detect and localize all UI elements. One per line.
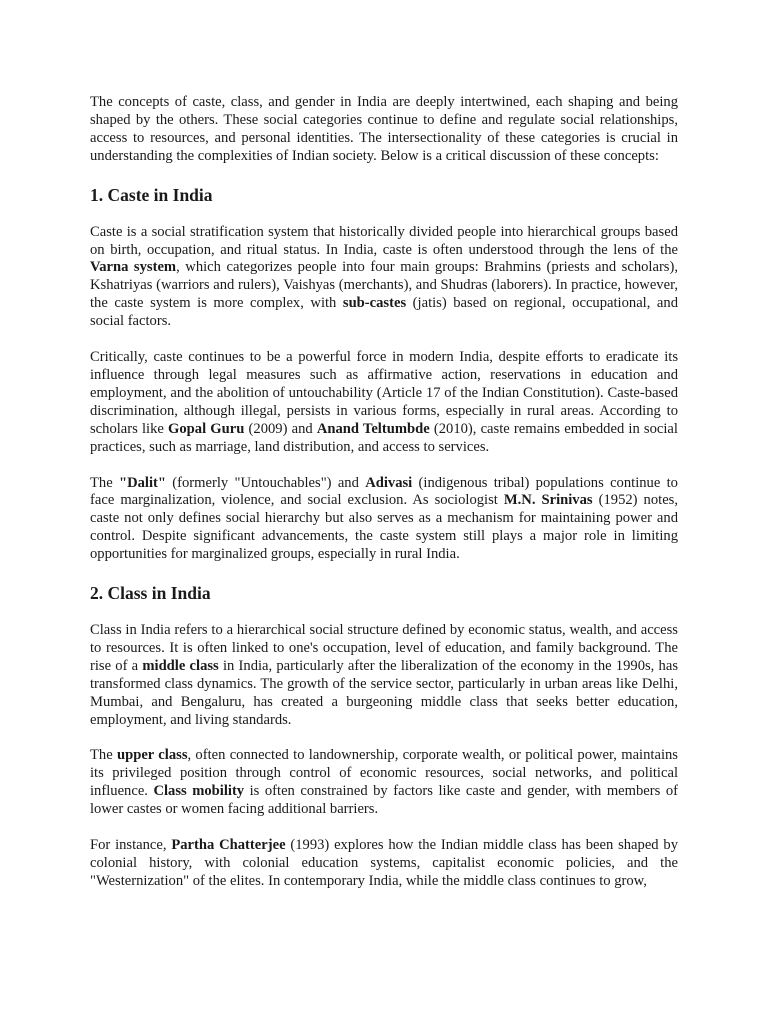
term-sub-castes: sub-castes: [342, 295, 407, 312]
name-mn-srinivas: M.N. Srinivas: [503, 492, 593, 509]
class-paragraph-3: For instance, Partha Chatterjee (1993) explores how the Indian middle class has been shaped by colonial history, with colonial education systems, capitalist economic policies, and the "Westernization" of the elites. In contemporary India, while the middle class continues to grow,: [90, 837, 678, 889]
name-partha-chatterjee: Partha Chatterjee: [171, 837, 286, 854]
term-dalit: "Dalit": [118, 474, 166, 491]
caste-paragraph-3: The "Dalit" (formerly "Untouchables") and Adivasi (indigenous tribal) populations continue to face marginalization, violence, and social exclusion. As sociologist M.N. Srinivas (1952) notes, caste not only defines social hierarchy but also serves as a mechanism for maintaining power and control. Despite significant advancements, the caste system still plays a major role in limiting opportunities for marginalized groups, especially in rural India.: [90, 474, 678, 563]
caste-paragraph-2: Critically, caste continues to be a powerful force in modern India, despite efforts to eradicate its influence through legal measures such as affirmative action, reservations in education and employment, and the abolition of untouchability (Article 17 of the Indian Constitution). Caste-based discrimination, although illegal, persists in various forms, especially in rural areas. According to scholars like Gopal Guru (2009) and Anand Teltumbde (2010), caste remains embedded in social practices, such as marriage, land distribution, and access to services.: [90, 349, 678, 455]
term-varna-system: Varna system: [90, 259, 177, 276]
term-class-mobility: Class mobility: [153, 783, 245, 800]
intro-paragraph: The concepts of caste, class, and gender in India are deeply intertwined, each shaping and being shaped by the others. These social categories continue to define and regulate social relationships, access to resources, and personal identities. The intersectionality of these categories is crucial in understanding the complexities of Indian society. Below is a critical discussion of these concepts:: [90, 94, 678, 164]
section-heading-class: 2. Class in India: [90, 583, 211, 604]
term-middle-class: middle class: [142, 657, 219, 674]
section-heading-caste: 1. Caste in India: [90, 184, 213, 205]
class-paragraph-2: The upper class, often connected to landownership, corporate wealth, or political power, maintains its privileged position through control of economic resources, social networks, and political influence. Class mobility is often constrained by factors like caste and gender, with members of lower castes or women facing additional barriers.: [90, 747, 678, 818]
term-upper-class: upper class: [116, 747, 188, 764]
name-anand-teltumbde: Anand Teltumbde: [316, 420, 430, 437]
caste-paragraph-1: Caste is a social stratification system that historically divided people into hierarchical groups based on birth, occupation, and ritual status. In India, caste is often understood through the lens of the Varna system, which categorizes people into four main groups: Brahmins (priests and scholars), Kshatriyas (warriors and rulers), Vaishyas (merchants), and Shudras (laborers). In practice, however, the caste system is more complex, with sub-castes (jatis) based on regional, occupational, and social factors.: [90, 223, 679, 330]
name-gopal-guru: Gopal Guru: [168, 420, 245, 437]
class-paragraph-1: Class in India refers to a hierarchical social structure defined by economic status, wealth, and access to resources. It is often linked to one's occupation, level of education, and family background. The rise of a middle class in India, particularly after the liberalization of the economy in the 1990s, has transformed class dynamics. The growth of the service sector, particularly in urban areas like Delhi, Mumbai, and Bengaluru, has created a burgeoning middle class that seeks better education, employment, and living standards.: [90, 622, 678, 728]
term-adivasi: Adivasi: [365, 474, 413, 491]
